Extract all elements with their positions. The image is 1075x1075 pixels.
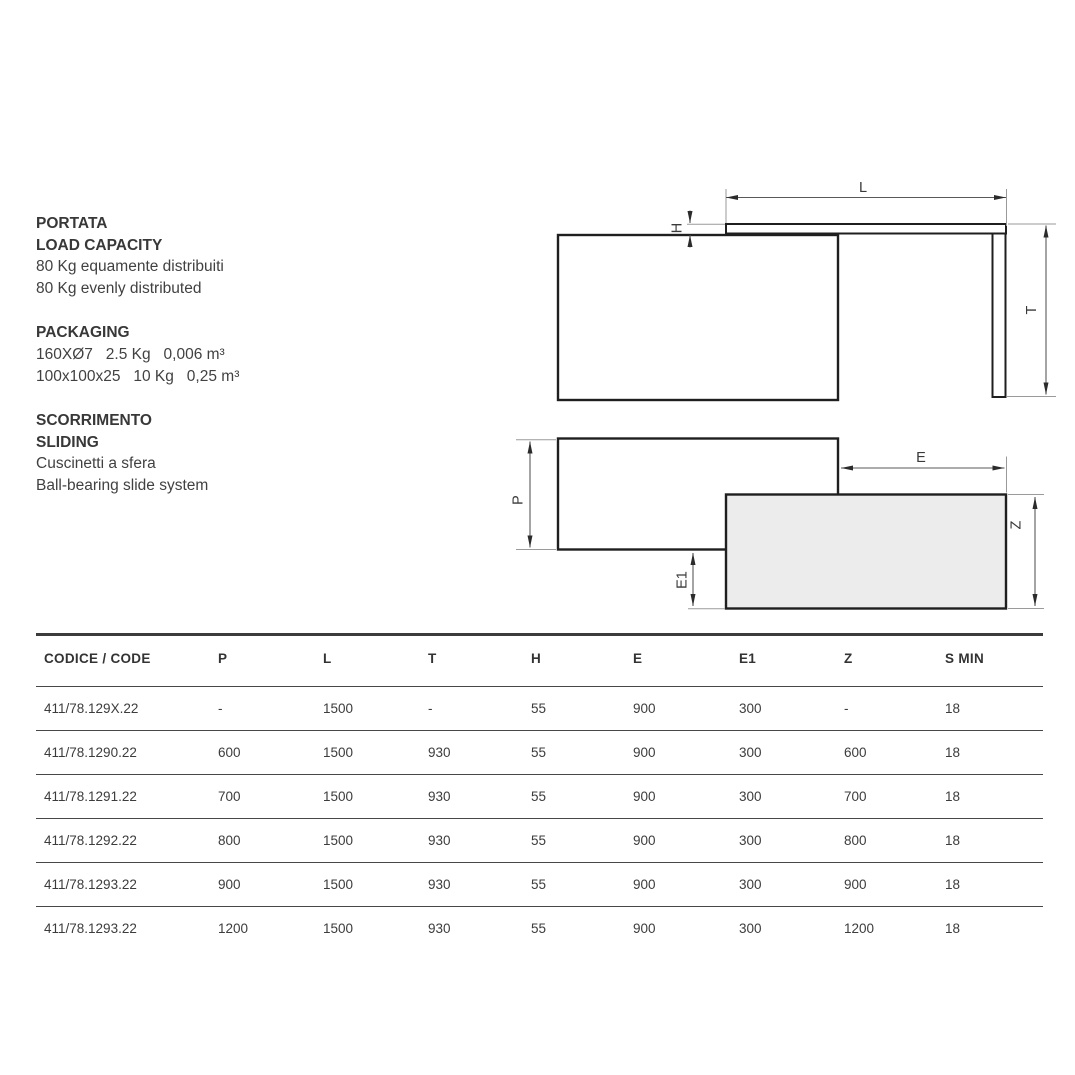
cell-value: 930 <box>428 731 531 775</box>
cell-value: 55 <box>531 731 633 775</box>
cell-code: 411/78.1290.22 <box>36 731 218 775</box>
dim-label-t: T <box>1024 305 1040 315</box>
column-header-e: E <box>633 635 739 687</box>
column-header-code: CODICE / CODE <box>36 635 218 687</box>
cell-value: 800 <box>844 819 945 863</box>
cell-value: 930 <box>428 863 531 907</box>
cell-value: 930 <box>428 921 451 936</box>
cell-value: 55 <box>531 687 633 731</box>
cell-value: 55 <box>531 775 633 819</box>
cell-value: 1500 <box>323 921 354 936</box>
table-row <box>36 907 1043 951</box>
cell-value: 300 <box>739 731 844 775</box>
cell-value: 300 <box>739 921 762 936</box>
cell-value: 1500 <box>323 775 428 819</box>
cell-value: 800 <box>218 819 323 863</box>
cell-value: 600 <box>218 731 323 775</box>
cell-value: 900 <box>218 863 323 907</box>
cell-value: 1200 <box>844 921 875 936</box>
cell-code: 411/78.1291.22 <box>36 775 218 819</box>
cell-code: 411/78.129X.22 <box>36 687 218 731</box>
column-header-e1: E1 <box>739 635 844 687</box>
cell-value: 18 <box>945 775 1043 819</box>
info-column <box>36 213 466 520</box>
cell-value: 1500 <box>323 863 428 907</box>
slide-bar <box>726 224 1006 234</box>
table-row <box>36 819 1043 863</box>
tabletop-side-view <box>558 235 838 400</box>
cell-value: 900 <box>633 921 656 936</box>
cell-value: 18 <box>945 863 1043 907</box>
cell-value: 55 <box>531 921 547 936</box>
cell-value: 900 <box>633 775 739 819</box>
table-row <box>36 687 1043 731</box>
dim-label-h: H <box>669 222 686 234</box>
info-heading: PORTATA <box>36 215 108 232</box>
info-heading: SLIDING <box>36 433 99 451</box>
cell-value: 300 <box>739 687 844 731</box>
cell-value: 300 <box>739 819 844 863</box>
cell-code: 411/78.1293.22 <box>44 921 137 936</box>
cell-value: 1500 <box>323 819 428 863</box>
dim-label-e: E <box>916 450 926 466</box>
column-header-l: L <box>323 635 428 687</box>
cell-value: 18 <box>945 731 1043 775</box>
cell-value: 900 <box>633 687 739 731</box>
info-line: 160XØ7 2.5 Kg 0,006 m³ <box>36 345 225 363</box>
column-header-p: P <box>218 635 323 687</box>
cell-value: 600 <box>844 731 945 775</box>
cell-value: 900 <box>633 819 739 863</box>
table-row <box>36 731 1043 775</box>
info-heading: LOAD CAPACITY <box>36 236 163 254</box>
cell-value: 930 <box>428 775 531 819</box>
cell-value: 1200 <box>218 921 249 936</box>
extension-leaf <box>726 495 1006 609</box>
info-line: Ball-bearing slide system <box>36 476 209 494</box>
spec-table-body <box>36 687 1043 951</box>
cell-code: 411/78.1293.22 <box>36 863 218 907</box>
info-line: 80 Kg evenly distributed <box>36 279 202 297</box>
info-block <box>36 213 466 299</box>
table-row <box>36 863 1043 907</box>
info-heading: SCORRIMENTO <box>36 412 152 430</box>
cell-code: 411/78.1292.22 <box>36 819 218 863</box>
column-header-z: Z <box>844 635 945 687</box>
info-line: 80 Kg equamente distribuiti <box>36 258 224 276</box>
cell-value: 18 <box>945 687 1043 731</box>
dim-label-l: L <box>858 180 868 196</box>
info-heading: PACKAGING <box>36 324 130 342</box>
tabletop-plan-view <box>558 439 838 550</box>
column-header-h: H <box>531 635 633 687</box>
cell-value: 55 <box>531 863 633 907</box>
cell-value: 700 <box>844 775 945 819</box>
dim-label-p: P <box>510 495 527 505</box>
cell-value: 18 <box>945 819 1043 863</box>
column-header-t: T <box>428 635 531 687</box>
cell-value: 900 <box>844 863 945 907</box>
end-leg <box>993 229 1006 397</box>
cell-value: - <box>218 687 323 731</box>
cell-value: 18 <box>945 921 961 936</box>
cell-value: - <box>844 687 945 731</box>
cell-value: 1500 <box>323 687 428 731</box>
cell-value: 700 <box>218 775 323 819</box>
info-block <box>36 410 466 496</box>
cell-value: - <box>428 687 531 731</box>
info-block <box>36 322 466 387</box>
cell-value: 300 <box>739 775 844 819</box>
spec-table <box>36 633 1043 950</box>
table-header-row <box>36 635 1043 687</box>
cell-value: 930 <box>428 819 531 863</box>
column-header-s-min: S MIN <box>945 635 1043 687</box>
cell-value: 300 <box>739 863 844 907</box>
table-row <box>36 775 1043 819</box>
cell-value: 1500 <box>323 731 428 775</box>
cell-value: 55 <box>531 819 633 863</box>
cell-value: 900 <box>633 863 739 907</box>
dim-label-e1: E1 <box>674 571 691 589</box>
cell-value: 900 <box>633 731 739 775</box>
info-line: Cuscinetti a sfera <box>36 455 156 473</box>
info-line: 100x100x25 10 Kg 0,25 m³ <box>36 367 240 385</box>
dim-label-z: Z <box>1008 520 1025 530</box>
